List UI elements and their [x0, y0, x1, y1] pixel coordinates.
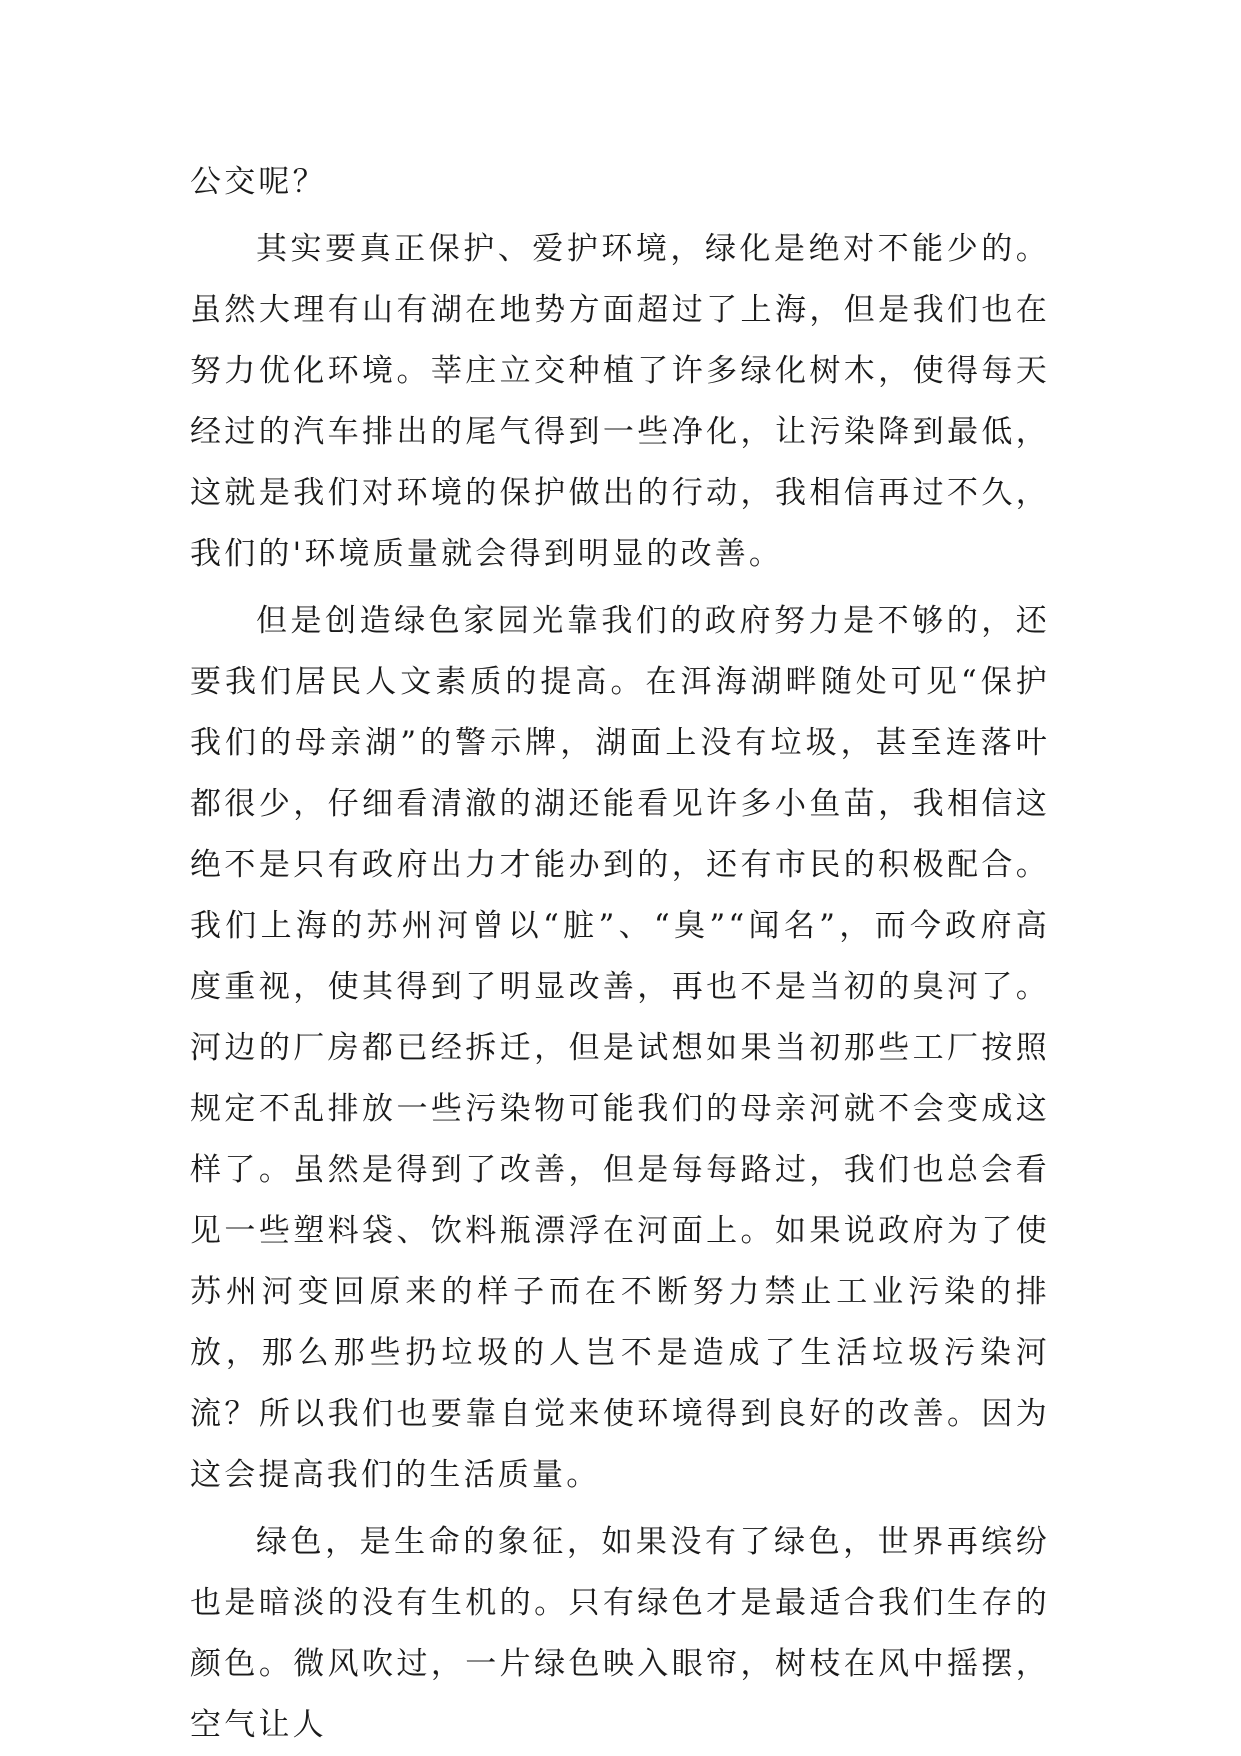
document-body: [190, 152, 1050, 1756]
paragraph-1: 公交呢？: [190, 164, 327, 200]
paragraph-4: 绿色，是生命的象征，如果没有了绿色，世界再缤纷也是暗淡的没有生机的。只有绿色才是最适合我们生存的颜色。微风吹过，一片绿色映入眼帘，树枝在风中摇摆，空气让人: [190, 1524, 1050, 1743]
paragraph-3: 但是创造绿色家园光靠我们的政府努力是不够的，还要我们居民人文素质的提高。在洱海湖畔随处可见“保护我们的母亲湖”的警示牌，湖面上没有垃圾，甚至连落叶都很少，仔细看清澈的湖还能看见许多小鱼苗，我相信这绝不是只有政府出力才能办到的，还有市民的积极配合。我们上海的苏州河曾以“脏”、“臭”“闻名”，而今政府高度重视，使其得到了明显改善，再也不是当初的臭河了。河边的厂房都已经拆迁，但是试想如果当初那些工厂按照规定不乱排放一些污染物可能我们的母亲河就不会变成这样了。虽然是得到了改善，但是每每路过，我们也总会看见一些塑料袋、饮料瓶漂浮在河面上。如果说政府为了使苏州河变回原来的样子而在不断努力禁止工业污染的排放，那么那些扔垃圾的人岂不是造成了生活垃圾污染河流？所以我们也要靠自觉来使环境得到良好的改善。因为这会提高我们的生活质量。: [190, 603, 1050, 1493]
paragraph-2: 其实要真正保护、爱护环境，绿化是绝对不能少的。虽然大理有山有湖在地势方面超过了上海，但是我们也在努力优化环境。莘庄立交种植了许多绿化树木，使得每天经过的汽车排出的尾气得到一些净化，让污染降到最低，这就是我们对环境的保护做出的行动，我相信再过不久，我们的'环境质量就会得到明显的改善。: [190, 231, 1050, 572]
